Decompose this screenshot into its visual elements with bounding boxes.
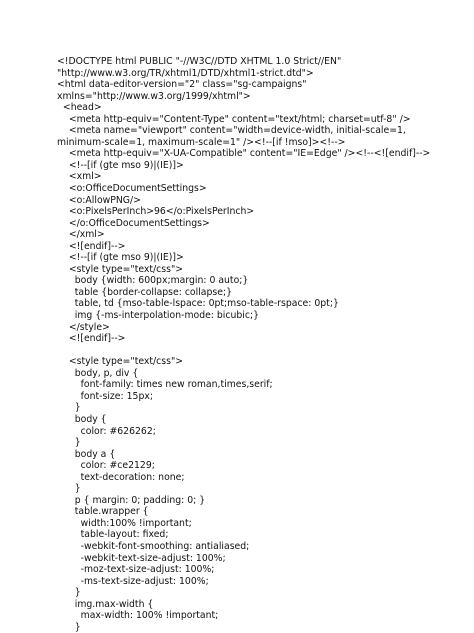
code-line: <![endif]--> — [57, 333, 126, 345]
code-line: <meta name="viewport" content="width=device-width, initial-scale=1, — [57, 125, 406, 137]
code-line: p { margin: 0; padding: 0; } — [57, 494, 206, 506]
code-line: <o:OfficeDocumentSettings> — [57, 183, 207, 195]
code-line: font-size: 15px; — [57, 390, 153, 402]
code-line: img {-ms-interpolation-mode: bicubic;} — [57, 310, 260, 322]
code-line: } — [57, 587, 81, 599]
code-line: width:100% !important; — [57, 517, 192, 529]
code-line: body, p, div { — [57, 367, 139, 379]
code-line: color: #ce2129; — [57, 460, 155, 472]
code-line: } — [57, 483, 81, 495]
code-line: <style type="text/css"> — [57, 356, 184, 368]
code-line: <o:AllowPNG/> — [57, 194, 141, 206]
code-line: xmlns="http://www.w3.org/1999/xhtml"> — [57, 90, 251, 102]
code-line: <o:PixelsPerInch>96</o:PixelsPerInch> — [57, 206, 255, 218]
code-line: body { — [57, 413, 107, 425]
code-line: </o:OfficeDocumentSettings> — [57, 217, 210, 229]
code-line: -moz-text-size-adjust: 100%; — [57, 564, 215, 576]
code-line: } — [57, 402, 81, 414]
code-line: } — [57, 437, 81, 449]
code-line: <xml> — [57, 171, 102, 183]
code-line: minimum-scale=1, maximum-scale=1" /><!--[if !mso]><!--> — [57, 136, 346, 148]
code-line: -webkit-font-smoothing: antialiased; — [57, 540, 250, 552]
code-line: <meta http-equiv="X-UA-Compatible" content="IE=Edge" /><!--<![endif]--> — [57, 148, 431, 160]
code-line: <meta http-equiv="Content-Type" content="text/html; charset=utf-8" /> — [57, 113, 411, 125]
code-line: text-decoration: none; — [57, 471, 185, 483]
code-line: <!DOCTYPE html PUBLIC "-//W3C//DTD XHTML 1.0 Strict//EN" — [57, 56, 342, 67]
code-line: <!--[if (gte mso 9)|(IE)]> — [57, 252, 184, 264]
code-line: <!--[if (gte mso 9)|(IE)]> — [57, 159, 184, 171]
code-line: body a { — [57, 448, 116, 460]
code-line: img.max-width { — [57, 598, 154, 610]
blank-line — [57, 345, 467, 357]
code-line: table {border-collapse: collapse;} — [57, 286, 232, 298]
code-line: body {width: 600px;margin: 0 auto;} — [57, 275, 249, 287]
code-line: max-width: 100% !important; — [57, 610, 219, 622]
code-line: <style type="text/css"> — [57, 263, 184, 275]
code-line: table-layout: fixed; — [57, 529, 169, 541]
code-line: table.wrapper { — [57, 506, 149, 518]
code-line: color: #626262; — [57, 425, 156, 437]
code-line: -ms-text-size-adjust: 100%; — [57, 575, 209, 587]
code-line: } — [57, 621, 81, 633]
code-line: table, td {mso-table-lspace: 0pt;mso-table-rspace: 0pt;} — [57, 298, 339, 310]
code-line: font-family: times new roman,times,serif; — [57, 379, 273, 391]
code-line: "http://www.w3.org/TR/xhtml1/DTD/xhtml1-strict.dtd"> — [57, 67, 314, 79]
code-line: -webkit-text-size-adjust: 100%; — [57, 552, 226, 564]
document-page — [57, 56, 467, 633]
code-line: <head> — [57, 102, 102, 114]
code-line: <html data-editor-version="2" class="sg-campaigns" — [57, 79, 307, 91]
code-line: </style> — [57, 321, 110, 333]
code-line: </xml> — [57, 229, 105, 241]
code-line: <![endif]--> — [57, 240, 126, 252]
